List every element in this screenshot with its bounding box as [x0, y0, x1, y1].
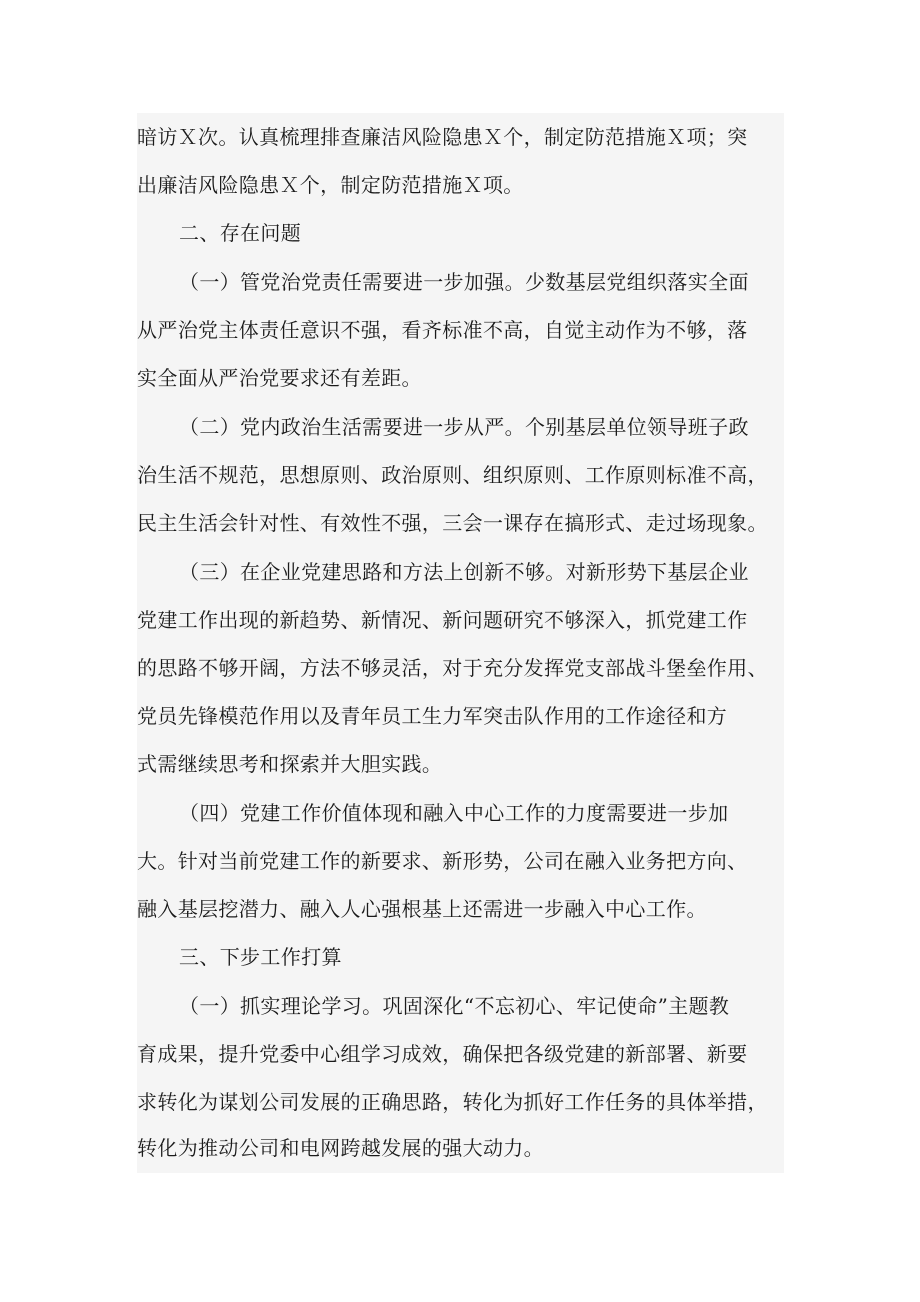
- paragraph-line: （二）党内政治生活需要进一步从严。个别基层单位领导班子政: [179, 415, 749, 439]
- section-heading: 二、存在问题: [179, 221, 302, 245]
- paragraph-line: 出廉洁风险隐患Ｘ个，制定防范措施Ｘ项。: [137, 173, 524, 197]
- paragraph-line: 民主生活会针对性、有效性不强，三会一课存在搞形式、走过场现象。: [137, 511, 768, 535]
- paragraph-line: 融入基层挖潜力、融入人心强根基上还需进一步融入中心工作。: [137, 897, 707, 921]
- paragraph-line: 大。针对当前党建工作的新要求、新形势，公司在融入业务把方向、: [137, 849, 748, 873]
- paragraph-line: （三）在企业党建思路和方法上创新不够。对新形势下基层企业: [179, 560, 749, 584]
- paragraph-line: 暗访Ｘ次。认真梳理排查廉洁风险隐患Ｘ个，制定防范措施Ｘ项；突: [137, 125, 748, 149]
- paragraph-line: 党建工作出现的新趋势、新情况、新问题研究不够深入，抓党建工作: [137, 608, 748, 632]
- paragraph-line: 式需继续思考和探索并大胆实践。: [137, 752, 443, 776]
- paragraph-line: 育成果，提升党委中心组学习成效，确保把各级党建的新部署、新要: [137, 1042, 748, 1066]
- section-heading: 三、下步工作打算: [179, 945, 342, 969]
- paragraph-line: 的思路不够开阔，方法不够灵活，对于充分发挥党支部战斗堡垒作用、: [137, 656, 768, 680]
- paragraph-line: （一）抓实理论学习。巩固深化“不忘初心、牢记使命”主题教: [179, 994, 730, 1018]
- paragraph-line: （一）管党治党责任需要进一步加强。少数基层党组织落实全面: [179, 270, 749, 294]
- body-text: [137, 113, 784, 1173]
- paragraph-line: 从严治党主体责任意识不强，看齐标准不高，自觉主动作为不够，落: [137, 318, 748, 342]
- paragraph-line: 党员先锋模范作用以及青年员工生力军突击队作用的工作途径和方: [137, 704, 728, 728]
- paragraph-line: 实全面从严治党要求还有差距。: [137, 366, 422, 390]
- paragraph-line: （四）党建工作价值体现和融入中心工作的力度需要进一步加: [179, 801, 729, 825]
- paragraph-line: 求转化为谋划公司发展的正确思路，转化为抓好工作任务的具体举措，: [137, 1090, 768, 1114]
- paragraph-line: 治生活不规范，思想原则、政治原则、组织原则、工作原则标准不高，: [137, 463, 768, 487]
- paragraph-line: 转化为推动公司和电网跨越发展的强大动力。: [137, 1136, 544, 1160]
